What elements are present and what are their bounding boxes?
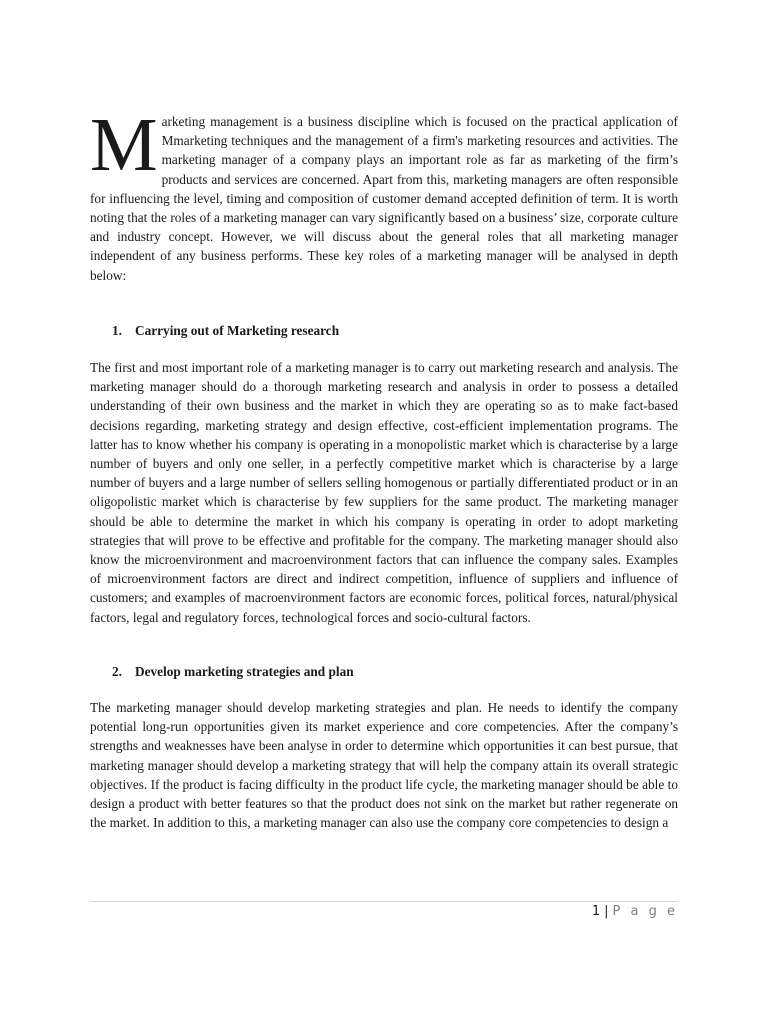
intro-text: arketing management is a business discipline which is focused on the practical application of Mmarketing techniques and the management of a firm's marketing resources and activities. The marketing manager of a company plays an important role as far as marketing of the firm’s products and services are concerned. Apart from this, marketing managers are often responsible for influencing the level, timing and composition of customer demand accepted definition of term. It is worth noting that the roles of a marketing manager can vary significantly based on a business’ size, corporate culture and industry concept. However, we will discuss about the general roles that all marketing manager independent of any business performs. These key roles of a marketing manager will be analysed in depth below: <box>90 114 678 283</box>
section-1-heading <box>90 321 678 340</box>
section-1-body: The first and most important role of a marketing manager is to carry out marketing research and analysis. The marketing manager should do a thorough marketing research and analysis in order to possess a detailed understanding of their own business and the market in which they are operating so as to make fact-based decisions regarding, marketing strategy and design effective, cost-efficient implementation programs. The latter has to know whether his company is operating in a monopolistic market which is characterise by a large number of buyers and only one seller, in a perfectly competitive market which is characterise by a large number of buyers and a large number of sellers selling homogenous or partially differentiated product or in an oligopolistic market which is characterise by few suppliers for the same product. The marketing manager should be able to determine the market in which his company is operating in order to adopt marketing strategies that will prove to be effective and profitable for the company. The marketing manager should also know the microenvironment and macroenvironment factors that can influence the company sales. Examples of microenvironment factors are direct and indirect competition, influence of suppliers and influence of customers; and examples of macroenvironment factors are economic forces, political forces, natural/physical factors, legal and regulatory forces, technological forces and socio-cultural factors. <box>90 360 678 625</box>
intro-section <box>90 103 678 285</box>
section-2-heading <box>90 662 678 681</box>
footer-divider <box>90 901 678 902</box>
intro-paragraph <box>90 103 678 285</box>
page-footer <box>592 903 678 921</box>
footer-separator: | <box>604 904 609 919</box>
document-body <box>90 103 678 833</box>
drop-cap: M <box>90 103 158 187</box>
section-2-title: Develop marketing strategies and plan <box>135 663 354 679</box>
section-2-body: The marketing manager should develop marketing strategies and plan. He needs to identify the company potential long-run opportunities given its market experience and core competencies. After the company’s strengths and weaknesses have been analyse in order to determine which opportunities it can best pursue, that marketing manager should develop a marketing strategy that will help the company attain its overall strategic objectives. If the product is facing difficulty in the product life cycle, the marketing manager should be able to design a product with better features so that the product does not sink on the market but rather regenerate on the market. In addition to this, a marketing manager can also use the company core competencies to design a <box>90 700 678 831</box>
section-1-title: Carrying out of Marketing research <box>135 322 340 338</box>
page-label: P a g e <box>612 904 678 919</box>
section-2-number: 2. <box>112 663 122 679</box>
page-number: 1 <box>591 904 601 919</box>
section-1-number: 1. <box>112 322 122 338</box>
